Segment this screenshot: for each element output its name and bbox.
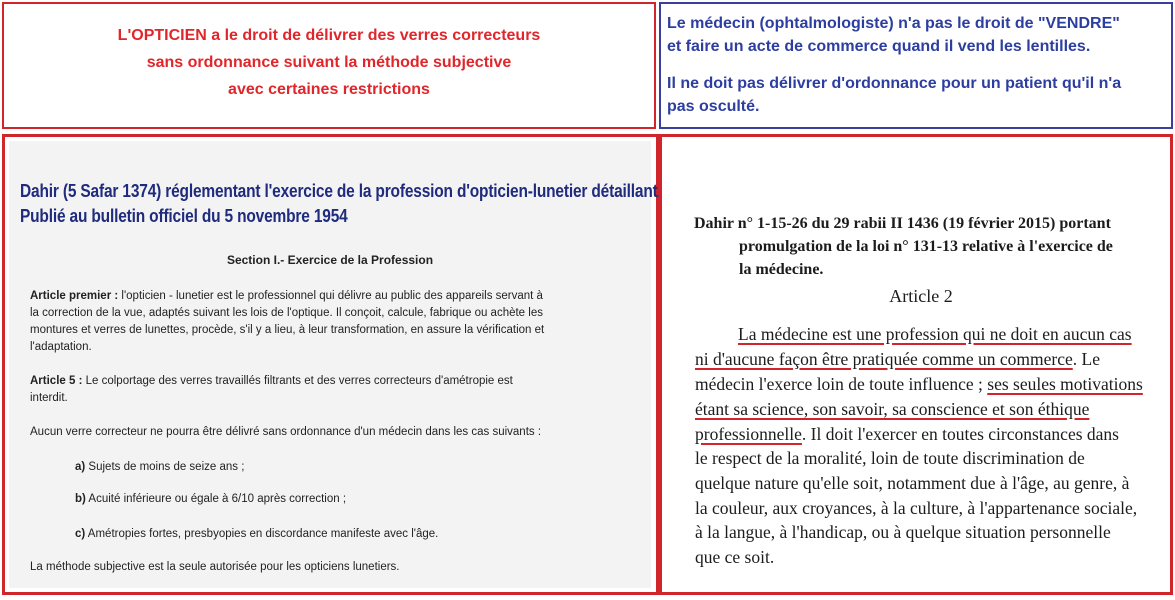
opticien-dahir-title: [20, 179, 662, 229]
medecine-dahir-document: [666, 141, 1166, 588]
article-line: que ce soit.: [695, 547, 775, 567]
article-text: . Il doit l'exercer en toutes circonstances dans: [801, 424, 1119, 444]
medecin-summary-para1: [667, 12, 1167, 58]
dahir-title-line: Dahir (5 Safar 1374) réglementant l'exercice de la profession d'opticien-lunetier détaillant.: [20, 181, 662, 201]
opticien-summary-line: avec certaines restrictions: [228, 81, 430, 98]
article-label: Article 5 :: [30, 375, 83, 387]
methode-subjective-paragraph: [30, 559, 400, 576]
article-line: à la langue, à l'handicap, ou à quelque situation personnelle: [695, 522, 1111, 542]
article-line: le respect de la moralité, loin de toute discrimination de: [695, 448, 1085, 468]
article-line: [738, 322, 1132, 346]
opticien-dahir-document: [9, 141, 662, 588]
dahir-title-line: Dahir n° 1-15-26 du 29 rabii II 1436 (19 février 2015) portant: [694, 215, 1111, 232]
dahir-publication-line: Publié au bulletin officiel du 5 novembre 1954: [20, 206, 348, 226]
opticien-summary-line: L'OPTICIEN a le droit de délivrer des verres correcteurs: [117, 27, 541, 44]
paragraph-text: La méthode subjective est la seule autorisée pour les opticiens lunetiers.: [30, 561, 400, 573]
article-line: [695, 347, 1100, 371]
article-premier: [30, 288, 544, 356]
aucun-verre-paragraph: [30, 424, 541, 441]
list-item: [75, 493, 346, 505]
list-item-label: a): [75, 461, 86, 473]
article-line: quelque nature qu'elle soit, notamment due à l'âge, au genre, à: [695, 473, 1130, 493]
list-item-label: b): [75, 493, 86, 505]
medecin-summary-line: Il ne doit pas délivrer d'ordonnance pour un patient qu'il n'a: [667, 75, 1122, 92]
list-item-text: Amétropies fortes, presbyopies en discordance manifeste avec l'âge.: [85, 528, 439, 540]
highlighted-text: professionnelle: [695, 424, 802, 444]
article-heading: Article 2: [889, 286, 953, 306]
medecin-summary-box: [659, 2, 1173, 129]
highlighted-text: La médecine est une profession qui ne doit en aucun cas: [738, 324, 1132, 344]
highlighted-text: ses seules motivations: [987, 374, 1143, 394]
opticien-dahir-box: [2, 134, 662, 595]
paragraph-text: Aucun verre correcteur ne pourra être délivré sans ordonnance d'un médecin dans les cas suivants :: [30, 426, 542, 438]
medecin-summary-line: et faire un acte de commerce quand il vend les lentilles.: [667, 38, 1091, 55]
article-label: Article premier :: [30, 290, 119, 302]
medecin-summary-para2: [667, 72, 1167, 118]
medecin-summary-line: Le médecin (ophtalmologiste) n'a pas le droit de "VENDRE": [667, 15, 1120, 32]
article-line: [695, 422, 1119, 446]
article-line: [695, 372, 1143, 396]
list-item: [75, 528, 438, 540]
opticien-summary-box: [2, 2, 656, 129]
article-line: [695, 397, 1089, 421]
article-line: la couleur, aux croyances, à la culture, à l'appartenance sociale,: [695, 498, 1138, 518]
article-text: médecin l'exerce loin de toute influence ;: [695, 374, 988, 394]
article-text: l'adaptation.: [30, 341, 92, 353]
dahir-title-line: promulgation de la loi n° 131-13 relative à l'exercice de: [739, 238, 1113, 255]
article-text: . Le: [1072, 349, 1100, 369]
dahir-title-line: la médecine.: [739, 261, 824, 278]
article-5: [30, 373, 513, 407]
article-text: interdit.: [30, 392, 68, 404]
highlighted-text: ni d'aucune façon être pratiquée comme un commerce: [695, 349, 1073, 369]
list-item-text: Sujets de moins de seize ans ;: [85, 461, 245, 473]
article-text: Le colportage des verres travaillés filtrants et des verres correcteurs d'amétropie est: [82, 375, 513, 387]
opticien-summary-text: [4, 22, 654, 103]
opticien-summary-line: sans ordonnance suivant la méthode subjective: [146, 54, 512, 71]
list-item-label: c): [75, 528, 86, 540]
list-item: [75, 461, 244, 473]
list-item-text: Acuité inférieure ou égale à 6/10 après correction ;: [85, 493, 347, 505]
section-title: Section I.- Exercice de la Profession: [226, 253, 434, 267]
medecin-summary-line: pas osculté.: [667, 98, 760, 115]
article-text: la correction de la vue, adaptés suivant les lois de l'optique. Il conçoit, calcule, fabrique ou achète les: [30, 307, 543, 319]
medecine-dahir-box: [659, 134, 1173, 595]
article-text: l'opticien - lunetier est le professionnel qui délivre au public des appareils servant à: [118, 290, 543, 302]
article-text: montures et verres de lunettes, procède, s'il y a lieu, à leur transformation, en assure la vérification et: [30, 324, 545, 336]
highlighted-text: étant sa science, son savoir, sa conscience et son éthique: [695, 399, 1090, 419]
